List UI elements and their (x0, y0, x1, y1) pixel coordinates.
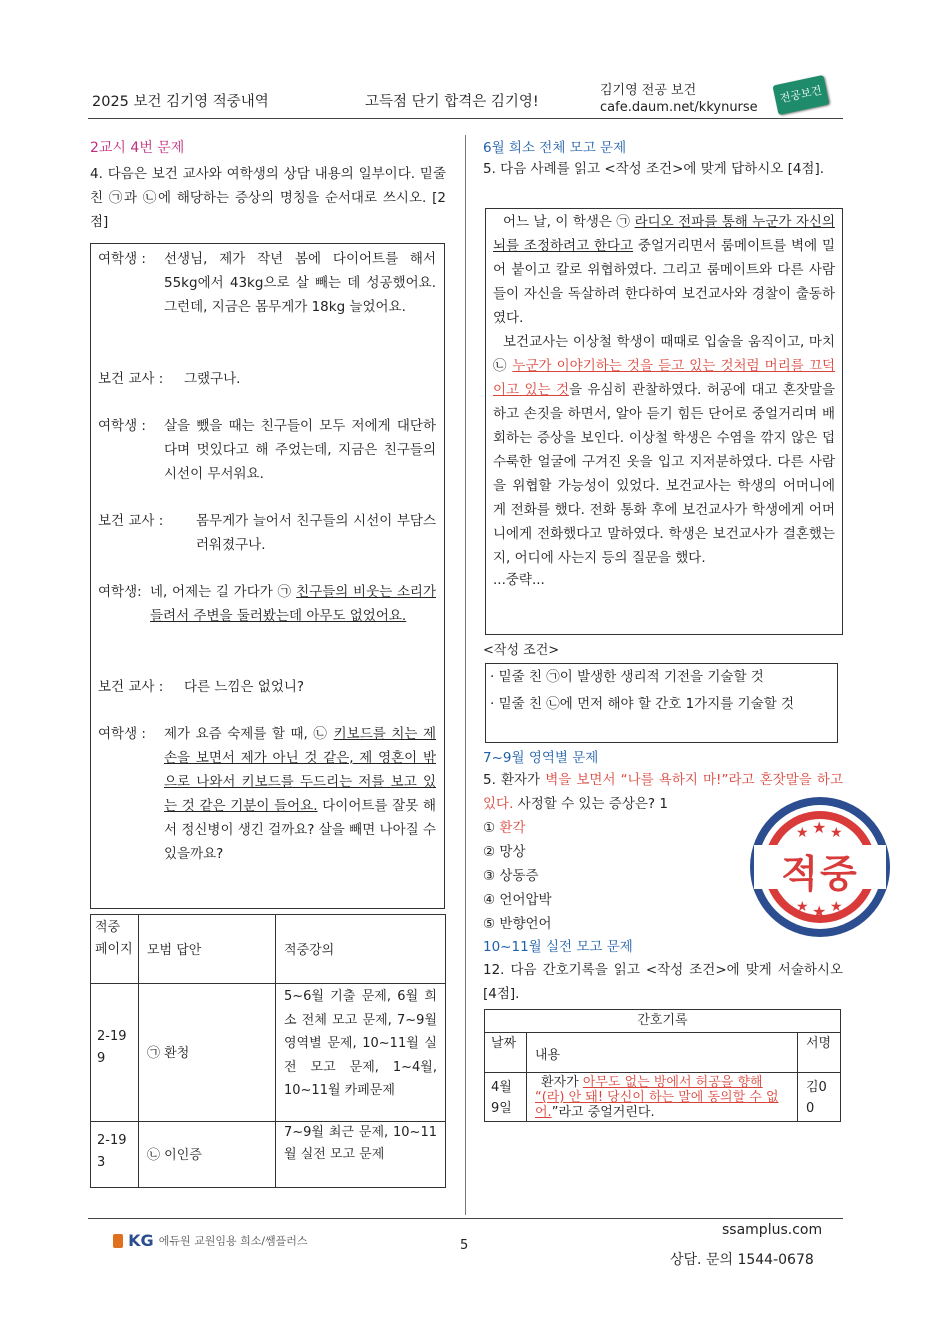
th-page: 적중 페이지 (90, 914, 139, 984)
record-title: 간호기록 (484, 1009, 841, 1033)
td-page: 2-193 (90, 1121, 139, 1188)
footer-site[interactable]: ssamplus.com (722, 1222, 823, 1238)
speaker: 여학생 : (98, 418, 146, 434)
case-paragraph-3: ...중략... (493, 572, 545, 588)
right-section-title-3: 10~11월 실전 모고 문제 (483, 939, 633, 955)
svg-text:★: ★ (796, 899, 809, 915)
speech (150, 580, 436, 628)
speech (164, 722, 436, 866)
right-section-title-2: 7~9월 영역별 문제 (483, 750, 599, 766)
sticker-badge (772, 75, 829, 115)
speech: 그랬구나. (184, 371, 241, 387)
option-1: ① 환각 (483, 820, 526, 836)
record-h-sign: 서명 (797, 1032, 841, 1073)
case-paragraph-1: 어느 날, 이 학생은 ㉠ 라디오 전파를 통해 누군가 자신의 뇌를 조정하려고 한다고 중얼거리면서 룸메이트를 벽에 밀어 붙이고 칼로 위협하였다. 그리고 룸메이트와 다른 사람들이 자신을 독살하려 한다하여 보건교사와 경찰이 출동하였다. (493, 214, 835, 326)
case-paragraph-2: 보건교사는 이상철 학생이 때때로 입술을 움직이고, 마치 ㉡ 누군가 이야기하는 것을 듣고 있는 것처럼 머리를 끄덕이고 있는 것을 유심히 관찰하였다. 허공에 대고 혼잣말을 하고 손짓을 하면서, 알아 듣기 힘든 단어로 중얼거리며 배회하는 증상을 보인다. 이상철 학생은 수염을 깎지 않은 덥수룩한 얼굴에 구겨진 옷을 입고 지저분하였다. 다른 사람을 위협할 가능성이 있었다. 보건교사는 학생의 어머니에게 전화를 했다. 전화 통화 후에 보건교사가 학생에게 어머니에게 전화했다고 말하였다. 학생은 보건교사가 결혼했는지, 어디에 사는지 등의 질문을 했다. (493, 334, 835, 566)
speech-post: 다이어트를 잘못 해서 정신병이 생긴 걸까요? 살을 빼면 나아질 수 있을까요? (164, 798, 437, 862)
condition-label: <작성 조건> (483, 643, 560, 658)
th-lecture: 적중강의 (275, 914, 446, 984)
case-underlined-a: 라디오 전파를 통해 누군가 자신의 뇌를 조정하려고 한다고 (493, 214, 835, 254)
speech: 다른 느낌은 없었니? (184, 679, 305, 695)
svg-text:★: ★ (796, 825, 809, 841)
option-2: ② 망상 (483, 844, 526, 860)
left-question: 4. 다음은 보건 교사와 여학생의 상담 내용의 일부이다. 밑줄 친 ㉠과 ㉡에 해당하는 증상의 명칭을 순서대로 쓰시오. [2점] (90, 166, 446, 230)
header (0, 0, 950, 120)
kg-logo-text: KG (128, 1231, 154, 1250)
right-section-title-1: 6월 희소 전체 모고 문제 (483, 140, 627, 156)
option-3: ③ 상동증 (483, 868, 539, 884)
speech-underlined-b: 키보드를 치는 제 손을 보면서 제가 아닌 것 같은, 제 영혼이 밖으로 나와서 키보드를 두드리는 저를 보고 있는 것 같은 기분이 들어요. (164, 726, 436, 814)
column-divider (465, 135, 466, 1215)
kg-logo-icon (113, 1234, 123, 1248)
speech: 살을 뺐을 때는 친구들이 모두 저에게 대단하다며 멋있다고 해 주었는데, 지금은 친구들의 시선이 무서워요. (164, 418, 436, 482)
td-answer: ㉡ 이인증 (138, 1121, 276, 1188)
svg-text:★: ★ (830, 899, 843, 915)
speech: 몸무게가 늘어서 친구들의 시선이 부담스러워졌구나. (196, 513, 436, 553)
svg-text:★: ★ (812, 818, 827, 837)
speaker: 보건 교사 : (98, 679, 164, 695)
condition-1: · 밑줄 친 ㉠이 발생한 생리적 기전을 기술할 것 (490, 669, 764, 685)
header-divider (88, 118, 843, 119)
record-highlight: 아무도 없는 방에서 허공을 향해 “(라) 안 돼! 당신이 하는 말에 동의할 수 없어. (535, 1075, 779, 1120)
footer-contact: 상담. 문의 1544-0678 (670, 1252, 814, 1268)
record-content: 환자가 아무도 없는 방에서 허공을 향해 “(라) 안 돼! 당신이 하는 말에 동의할 수 없어.”라고 중얼거린다. (526, 1072, 798, 1122)
question-2-highlight: 벽을 보면서 “나를 욕하지 마!”라고 혼잣말을 하고 있다. (483, 772, 843, 812)
sticker-text: 전공보건 (778, 83, 824, 106)
left-section-title: 2교시 4번 문제 (90, 140, 185, 156)
case-underlined-b: 누군가 이야기하는 것을 듣고 있는 것처럼 머리를 끄덕이고 있는 것 (493, 358, 835, 398)
record-h-date: 날짜 (484, 1032, 527, 1073)
header-slogan: 고득점 단기 합격은 김기영! (365, 94, 539, 110)
speaker: 여학생 : (98, 726, 146, 742)
option-5: ⑤ 반향언어 (483, 916, 552, 932)
speaker: 여학생: (98, 584, 142, 600)
record-h-content: 내용 (526, 1032, 798, 1073)
header-url[interactable]: cafe.daum.net/kkynurse (600, 100, 758, 115)
speech-underlined-a: 친구들의 비웃는 소리가 들려서 주변을 둘러봤는데 아무도 없었어요. (150, 584, 437, 624)
case-text (493, 210, 835, 590)
stamp-text: 적중 (781, 852, 859, 896)
speaker: 보건 교사 : (98, 371, 164, 387)
right-question-2: 5. 환자가 벽을 보면서 “나를 욕하지 마!”라고 혼잣말을 하고 있다. 사정할 수 있는 증상은? 1 (483, 772, 843, 812)
record-date: 4월 9일 (484, 1072, 527, 1122)
td-lecture: 5~6월 기출 문제, 6월 희소 전체 모고 문제, 7~9월 영역별 문제, 10~11월 실전 모고 문제, 1~4월, 10~11월 카페문제 (275, 983, 446, 1122)
hit-stamp (748, 795, 892, 939)
page-number: 5 (460, 1238, 469, 1253)
option-4: ④ 언어압박 (483, 892, 552, 908)
header-title: 2025 보건 김기영 적중내역 (92, 94, 269, 110)
svg-text:★: ★ (812, 902, 827, 921)
td-page: 2-199 (90, 983, 139, 1122)
td-answer: ㉠ 환청 (138, 983, 276, 1122)
condition-2: · 밑줄 친 ㉡에 먼저 해야 할 간호 1가지를 기술할 것 (490, 696, 795, 712)
footer-logo-text: 에듀원 교원임용 희소/쌤플러스 (158, 1234, 308, 1248)
record-sign: 김00 (797, 1072, 841, 1122)
right-question-1: 5. 다음 사례를 읽고 <작성 조건>에 맞게 답하시오 [4점]. (483, 161, 825, 177)
speech-pre: 네, 어제는 길 가다가 ㉠ (150, 584, 297, 600)
header-name: 김기영 전공 보건 (600, 83, 697, 98)
footer-logo (113, 1230, 308, 1250)
footer-divider (88, 1218, 843, 1219)
speaker: 여학생 : (98, 251, 146, 267)
th-answer: 모범 답안 (138, 914, 276, 984)
speaker: 보건 교사 : (98, 513, 164, 529)
td-lecture: 7~9월 최근 문제, 10~11월 실전 모고 문제 (275, 1121, 446, 1188)
speech: 선생님, 제가 작년 봄에 다이어트를 해서 55kg에서 43kg으로 살 빼는 데 성공했어요. 그런데, 지금은 몸무게가 18kg 늘었어요. (164, 251, 436, 315)
right-question-3: 12. 다음 간호기록을 읽고 <작성 조건>에 맞게 서술하시오[4점]. (483, 962, 843, 1002)
speech-pre: 제가 요즘 숙제를 할 때, ㉡ (164, 726, 334, 742)
svg-text:★: ★ (830, 825, 843, 841)
